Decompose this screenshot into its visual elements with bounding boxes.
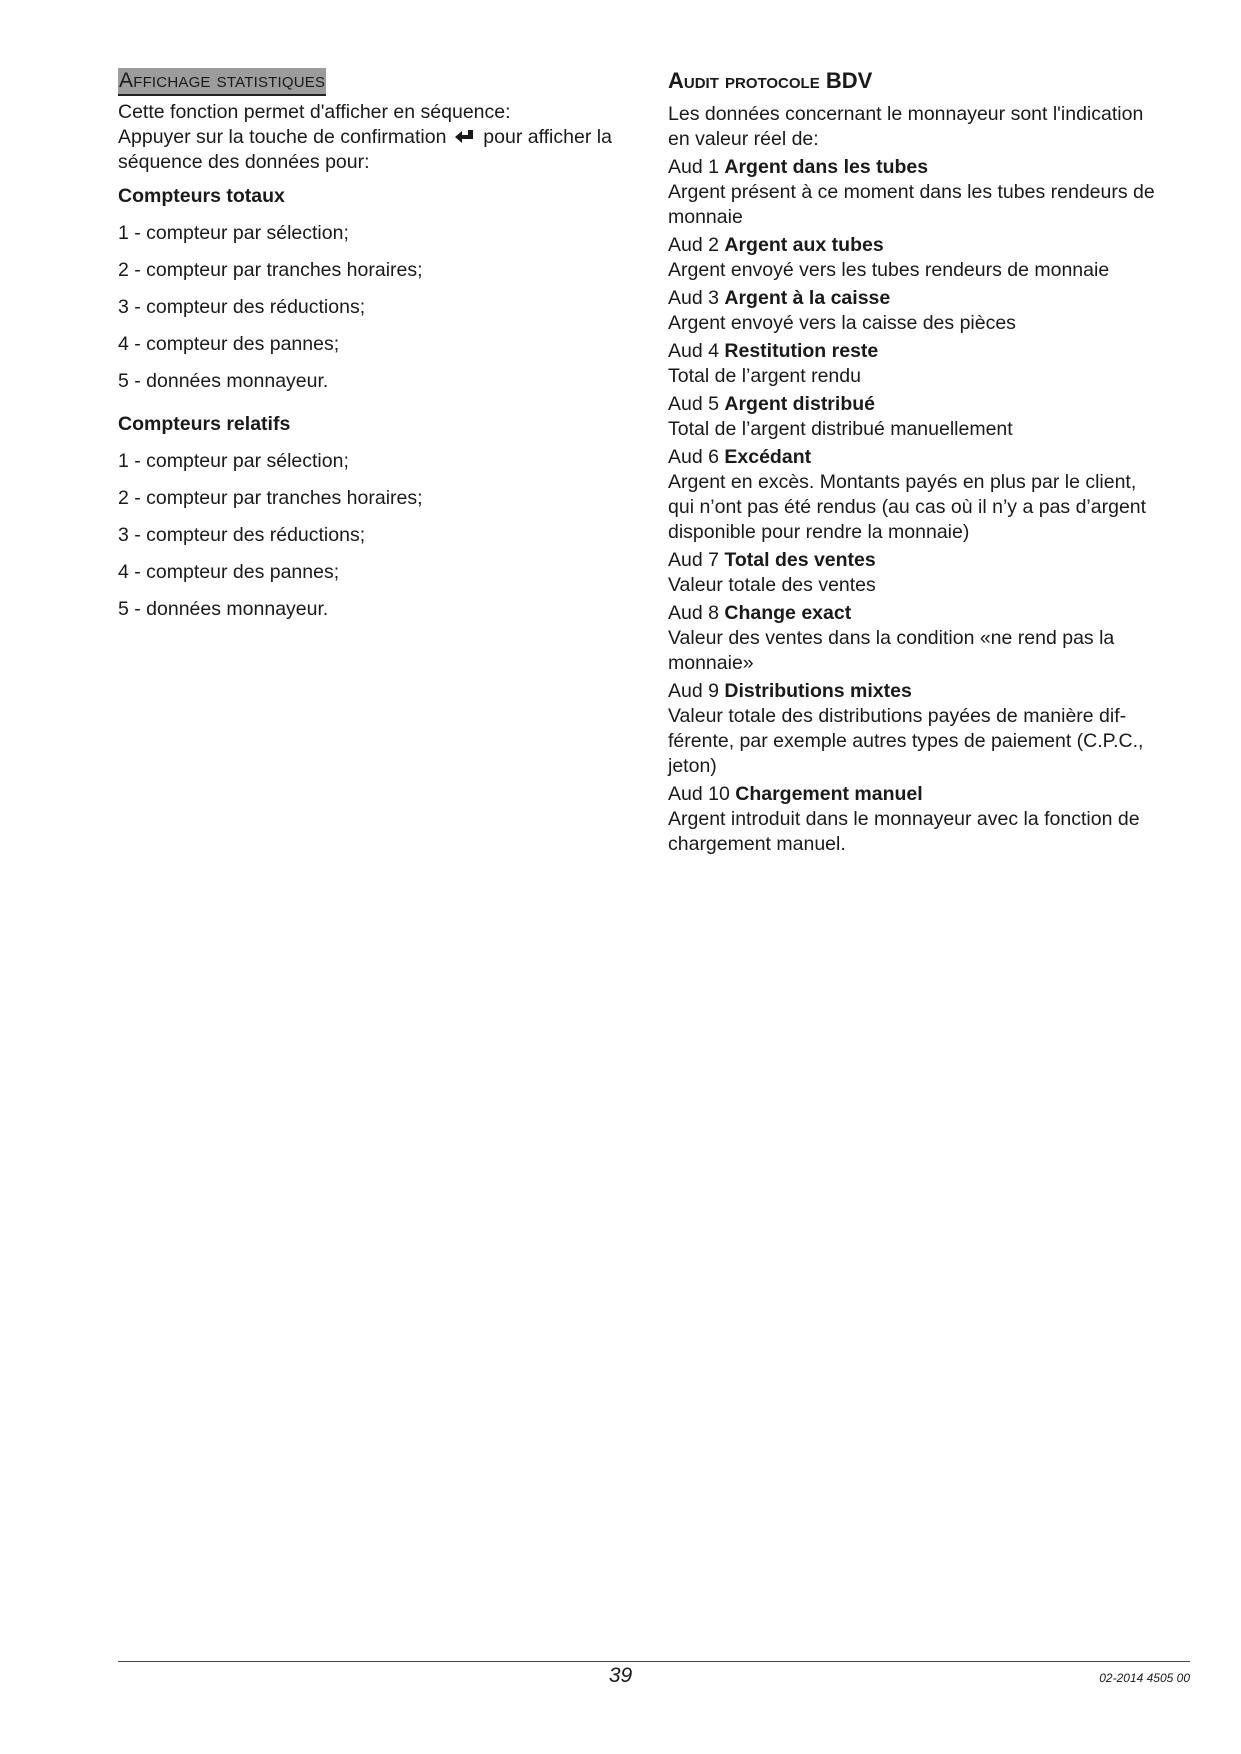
intro-line-2-before: Appuyer sur la touche de confirmation (118, 126, 447, 148)
audit-title: Restitution reste (724, 340, 879, 362)
audit-title: Chargement manuel (735, 783, 923, 805)
enter-key-icon (454, 128, 476, 146)
audit-prefix: Aud 8 (668, 602, 719, 624)
audit-prefix: Aud 10 (668, 783, 730, 805)
list-item: 4 - compteur des pannes; (118, 561, 340, 583)
audit-entry (668, 679, 1198, 779)
audit-entry (668, 233, 1198, 283)
audit-entry-head (668, 782, 1198, 807)
audit-description-line: Valeur totale des ventes (668, 574, 876, 596)
audit-description-line: Argent en excès. Montants payés en plus par le client, (668, 471, 1137, 493)
audit-title: Total des ventes (724, 549, 876, 571)
audit-description-line: monnaie (668, 206, 743, 228)
audit-entry (668, 782, 1198, 857)
audit-prefix: Aud 4 (668, 340, 719, 362)
audit-prefix: Aud 7 (668, 549, 719, 571)
audit-title: Argent aux tubes (724, 234, 884, 256)
relative-list (118, 449, 638, 622)
audit-entry-head (668, 233, 1198, 258)
list-item: 1 - compteur par sélection; (118, 450, 349, 472)
heading-abbr: BDV (825, 68, 873, 93)
audit-description-line: Argent présent à ce moment dans les tubes rendeurs de (668, 181, 1155, 203)
right-column (668, 68, 1198, 857)
audit-title: Argent distribué (724, 393, 875, 415)
intro-line-2 (118, 125, 638, 150)
list-item: 3 - compteur des réductions; (118, 524, 366, 546)
audit-description-line: Argent envoyé vers la caisse des pièces (668, 312, 1016, 334)
audit-description-line: monnaie» (668, 652, 754, 674)
audit-entry-head (668, 548, 1198, 573)
right-intro-line-2: en valeur réel de: (668, 128, 819, 150)
list-item: 4 - compteur des pannes; (118, 333, 340, 355)
audit-description-line: disponible pour rendre la monnaie) (668, 521, 970, 543)
audit-prefix: Aud 2 (668, 234, 719, 256)
heading-text: Audit protocole (668, 68, 820, 93)
audit-entry (668, 286, 1198, 336)
audit-title: Excédant (724, 446, 812, 468)
audit-entry-head (668, 601, 1198, 626)
audit-entry (668, 601, 1198, 676)
audit-description-line: Argent envoyé vers les tubes rendeurs de monnaie (668, 259, 1110, 281)
intro-line-2-after: pour afficher la (483, 126, 612, 148)
audit-title: Argent dans les tubes (724, 156, 929, 178)
audit-description-line: jeton) (668, 755, 717, 777)
audit-description-line: Valeur totale des distributions payées de manière dif- (668, 705, 1127, 727)
audit-description-line: Argent introduit dans le monnayeur avec la fonction de (668, 808, 1140, 830)
intro-line-1: Cette fonction permet d'afficher en séquence: (118, 101, 511, 123)
left-column (118, 68, 638, 622)
audit-prefix: Aud 5 (668, 393, 719, 415)
audit-entry (668, 155, 1198, 230)
intro-line-3: séquence des données pour: (118, 151, 370, 173)
section-heading-audit-protocole (668, 68, 1198, 94)
list-item: 3 - compteur des réductions; (118, 296, 366, 318)
page-number: 39 (608, 1664, 633, 1687)
audit-prefix: Aud 6 (668, 446, 719, 468)
audit-entry (668, 445, 1198, 545)
audit-entry-head (668, 286, 1198, 311)
audit-description-line: Total de l’argent rendu (668, 365, 861, 387)
audit-entry-head (668, 155, 1198, 180)
audit-entry (668, 548, 1198, 598)
audit-title: Distributions mixtes (724, 680, 912, 702)
audit-prefix: Aud 1 (668, 156, 719, 178)
list-item: 5 - données monnayeur. (118, 370, 329, 392)
audit-title: Change exact (724, 602, 852, 624)
audit-entry-head (668, 339, 1198, 364)
audit-description-line: chargement manuel. (668, 833, 846, 855)
relative-heading: Compteurs relatifs (118, 413, 291, 435)
list-item: 1 - compteur par sélection; (118, 222, 349, 244)
audit-description-line: férente, par exemple autres types de paiement (C.P.C., (668, 730, 1144, 752)
right-intro-line-1: Les données concernant le monnayeur sont l'indication (668, 103, 1144, 125)
audit-title: Argent à la caisse (724, 287, 891, 309)
totals-heading: Compteurs totaux (118, 185, 285, 207)
audit-entry (668, 339, 1198, 389)
document-reference: 02-2014 4505 00 (1099, 1671, 1190, 1685)
totals-list (118, 221, 638, 394)
section-heading-affichage-statistiques: Affichage statistiques (118, 68, 326, 96)
audit-description-line: qui n’ont pas été rendus (au cas où il n’y a pas d’argent (668, 496, 1147, 518)
audit-description-line: Valeur des ventes dans la condition «ne rend pas la (668, 627, 1115, 649)
audit-entry-head (668, 392, 1198, 417)
audit-prefix: Aud 9 (668, 680, 719, 702)
audit-prefix: Aud 3 (668, 287, 719, 309)
audit-entry-head (668, 445, 1198, 470)
audit-description-line: Total de l’argent distribué manuellement (668, 418, 1013, 440)
list-item: 5 - données monnayeur. (118, 598, 329, 620)
audit-entry-head (668, 679, 1198, 704)
list-item: 2 - compteur par tranches horaires; (118, 259, 423, 281)
audit-list (668, 155, 1198, 857)
list-item: 2 - compteur par tranches horaires; (118, 487, 423, 509)
audit-entry (668, 392, 1198, 442)
footer-divider (118, 1661, 1190, 1662)
